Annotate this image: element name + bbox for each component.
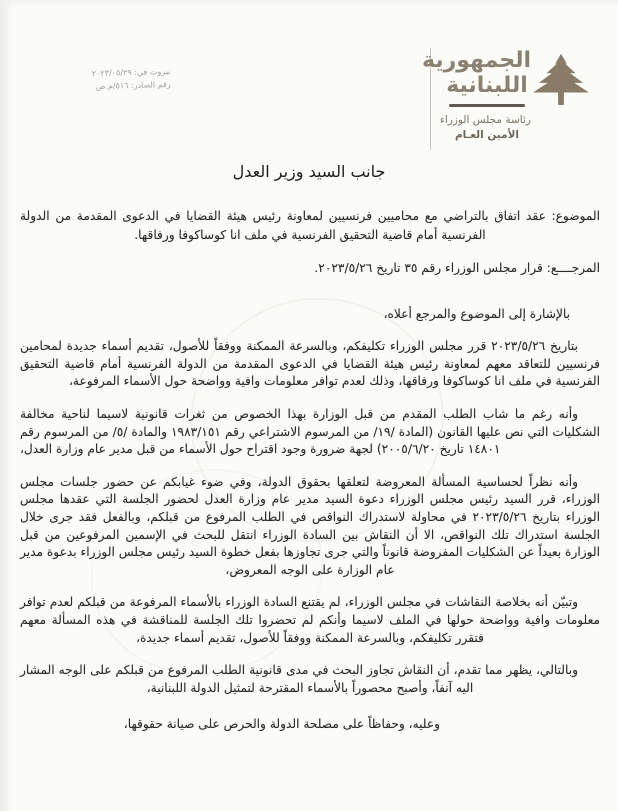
lebanese-cedar-icon <box>532 52 590 106</box>
republic-calligraphy <box>422 48 531 98</box>
reference-text: قرار مجلس الوزراء رقم ٣٥ تاريخ ٢٠٢٣/٥/٢٦. <box>314 261 543 275</box>
closing-line: وعليه، وحفاظاً على مصلحة الدولة والحرص على صيانة حقوقها، <box>123 717 440 732</box>
addressee-title: جانب السيد وزير العدل <box>232 162 386 181</box>
body-paragraph-3: وأنه نظراً لحساسية المسألة المعروضة لتعلقها بحقوق الدولة، وفي ضوء غيابكم عن حضور جلسات مجلس الوزراء، قرر السيد رئيس مجلس الوزراء دعوة السيد مدير عام وزارة العدل لحضور الجلسة التي عقدها مجلس الوزراء بتاريخ ٢٠٢٣/٥/٢٦ في محاولة لاستدراك النواقص في الطلب المرفوع من قبلكم، وبالفعل فقد جرى خلال الجلسة استدراك تلك النواقص، الا أن النقاش بين السادة الوزراء انتقل للبحث في الإسمين المرفوعين من قبل الوزارة بعيداً عن الشكليات المفروضة قانوناً والتي جرى تجاوزها بفعل خطوة السيد رئيس مجلس الوزراء بدعوة مدير عام الوزارة على الوجه المعروض، <box>20 474 600 577</box>
stamp-number-line: رقم الصادر: ٥١٦/م.ص <box>95 79 171 91</box>
scan-edge-shading-top <box>0 0 618 8</box>
presidency-line: رئاسة مجلس الوزراء <box>439 114 531 126</box>
secretary-general-line: الأمين العـام <box>454 129 519 141</box>
scan-edge-shading <box>0 0 12 811</box>
letter-body <box>20 207 600 734</box>
body-paragraph-5: وبالتالي، يظهر مما تقدم، أن النقاش تجاوز البحث في مدى قانونية الطلب المرفوع من قبلكم على الوجه المشار اليه آنفاً، وأصبح محصوراً بالأسماء المقترحة لتمثيل الدولة اللبنانية، <box>20 663 578 695</box>
body-paragraph-2: وأنه رغم ما شاب الطلب المقدم من قبل الوزارة بهذا الخصوص من ثغرات قانونية لاسيما لناحية مخالفة الشكليات التي نص عليها القانون (المادة /١٩/ من المرسوم الاشتراعي رقم ١٩٨٣/١٥١ والمادة /٥/ من المرسوم رقم ١٤٨٠١ تاريخ ٢٠٠٥/٦/٢٠) لجهة ضرورة وجود اقتراح حول الأسماء من قبل مدير عام وزارة العدل، <box>20 406 601 457</box>
body-paragraph-4: وتبيّن أنه بخلاصة النقاشات في مجلس الوزراء، لم يقتنع السادة الوزراء بالأسماء المرفوعة من قبلكم لعدم توافر معلومات وافية وواضحة حولها في الملف لاسيما وأنكم لم تحضروا تلك الجلسة للمناقشة في هذه المسألة معهم فتقرر تكليفكم، وبالسرعة الممكنة ووفقاً للأصول، تقديم أسماء جديدة، <box>20 595 600 645</box>
republic-word-2: اللبنانية <box>446 73 528 98</box>
reference-label: المرجــــع: <box>546 261 600 275</box>
subject-label: الموضوع: <box>551 209 601 223</box>
emblem-text-column <box>422 48 531 143</box>
republic-word-1: الجمهورية <box>422 48 531 73</box>
issue-stamp <box>92 65 171 93</box>
body-paragraph-1: بتاريخ ٢٠٢٣/٥/٢٦ قرر مجلس الوزراء تكليفكم، وبالسرعة الممكنة ووفقاً للأصول، تقديم أسماء جديدة لمحامين فرنسيين للتعاقد معهم لمعاونة رئيس هيئة القضايا في الدعوى المقدمة من الدولة الفرنسية أمام قاضية التحقيق الفرنسية في ملف انا كوساكوفا ورفاقها، وذلك لعدم توافر معلومات وافية وواضحة حول الأسماء المرفوعة، <box>20 339 600 389</box>
stamp-date-line: بيروت في: ٢٠٢٣/٠٥/٢٩ <box>91 66 171 79</box>
reference-row <box>20 260 600 278</box>
subject-text: عقد اتفاق بالتراضي مع محاميين فرنسيين لمعاونة رئيس هيئة القضايا في الدعوى المقدمة من الدولة الفرنسية أمام قاضية التحقيق الفرنسية في ملف انا كوساكوفا ورفاقها. <box>20 209 546 242</box>
subject-row <box>20 207 600 245</box>
header-divider <box>449 104 525 107</box>
salutation-line: بالإشارة إلى الموضوع والمرجع أعلاه، <box>383 306 570 321</box>
